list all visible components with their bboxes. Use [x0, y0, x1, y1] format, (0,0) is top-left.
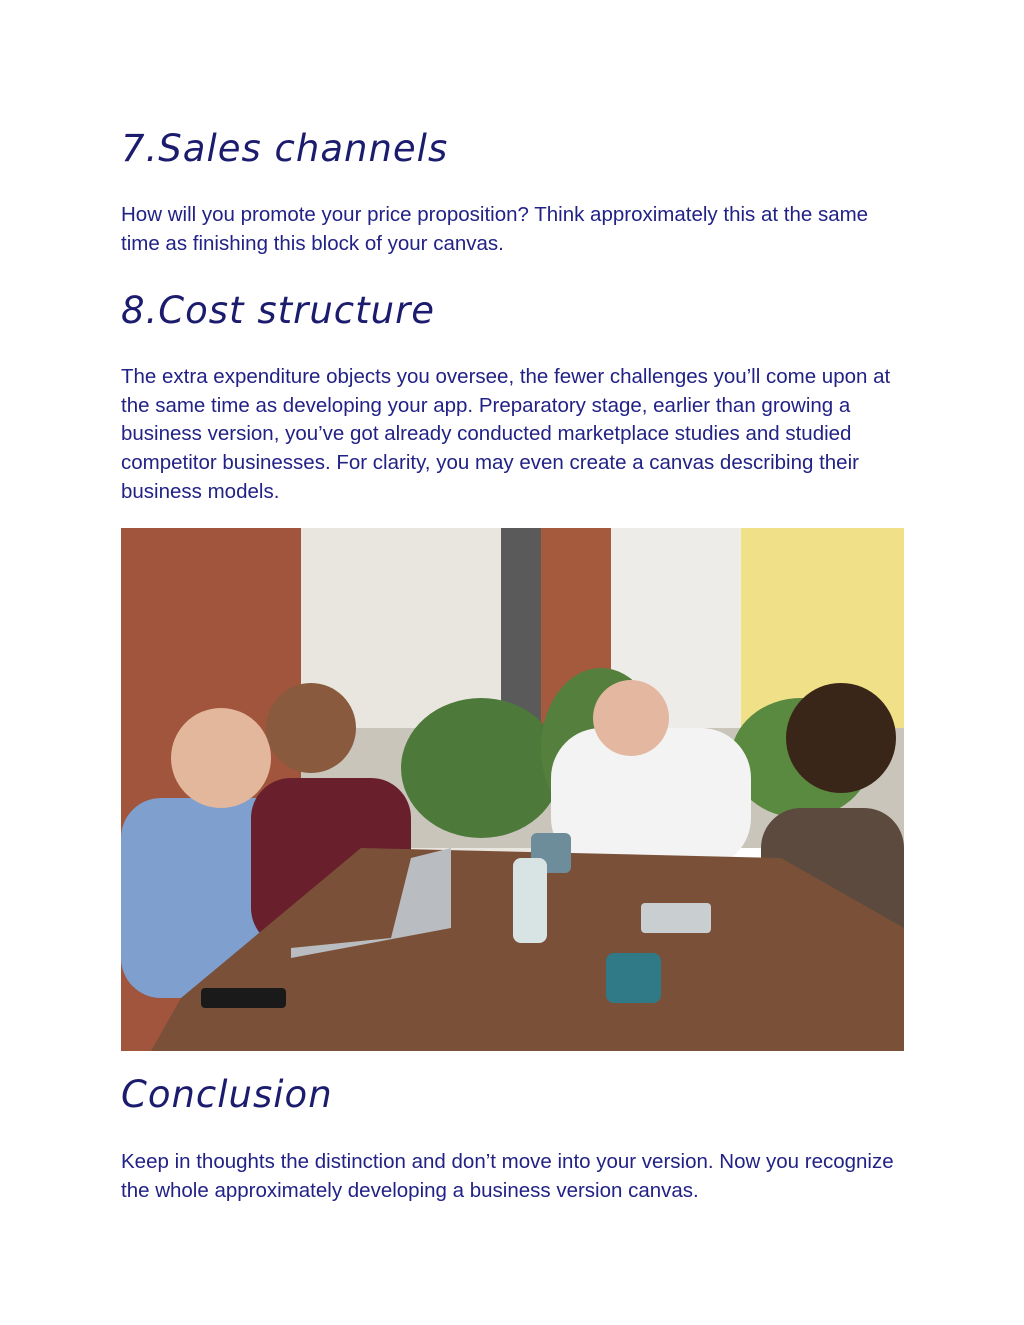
- smartphone: [201, 988, 286, 1008]
- tablet: [641, 903, 711, 933]
- meeting-photo: [121, 528, 904, 1051]
- plant-left: [401, 698, 561, 838]
- person-left-head: [171, 708, 271, 808]
- section-body-conclusion: Keep in thoughts the distinction and don’t move into your version. Now you recognize the whole approximately developing a business version canvas.: [121, 1150, 894, 1202]
- section-body-cost-structure: The extra expenditure objects you oversee, the fewer challenges you’ll come upon at the same time as developing your app. Preparatory stage, earlier than growing a business version, you’ve got already conducted marketplace studies and studied competitor businesses. For clarity, you may even create a canvas describing their business models.: [121, 365, 891, 503]
- section-heading-conclusion: Conclusion: [121, 1073, 333, 1116]
- person-center-head: [593, 680, 669, 756]
- person-right-head: [786, 683, 896, 793]
- section-body-sales-channels: How will you promote your price proposition? Think approximately this at the same time as finishing this block of your canvas.: [121, 203, 869, 255]
- section-heading-sales-channels: 7.Sales channels: [121, 127, 449, 170]
- section-heading-cost-structure: 8.Cost structure: [121, 289, 436, 332]
- person-second-head: [266, 683, 356, 773]
- water-bottle: [513, 858, 547, 943]
- mug-right: [606, 953, 661, 1003]
